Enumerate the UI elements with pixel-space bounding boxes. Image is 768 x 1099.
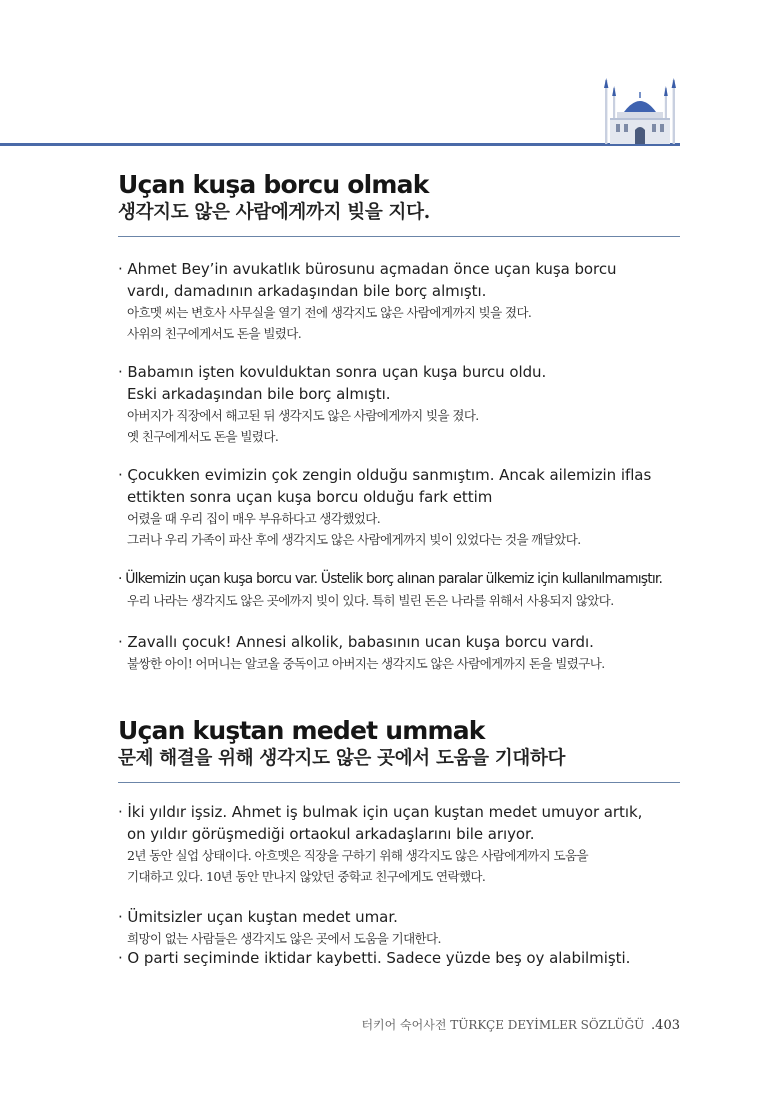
- example-entry: [118, 361, 688, 447]
- example-turkish: Eski arkadaşından bile borç almıştı.: [127, 385, 391, 403]
- example-entry: [118, 258, 688, 344]
- example-korean: 2년 동안 실업 상태이다. 아흐멧은 직장을 구하기 위해 생각지도 않은 사람에게까지 도움을: [127, 848, 588, 863]
- example-entry: [118, 947, 688, 969]
- example-korean: 우리 나라는 생각지도 않은 곳에까지 빚이 있다. 특히 빌린 돈은 나라를 위해서 사용되지 않았다.: [127, 593, 614, 608]
- example-korean: 사위의 친구에게서도 돈을 빌렸다.: [127, 326, 302, 341]
- page-number: .403: [651, 1018, 680, 1033]
- idiom-section: [118, 716, 680, 783]
- example-korean: 불쌍한 아이! 어머니는 알코올 중독이고 아버지는 생각지도 않은 사람에게까지 돈을 빌렸구나.: [127, 656, 605, 671]
- idiom-section: [118, 170, 680, 237]
- section-divider: [118, 782, 680, 783]
- example-korean: 어렸을 때 우리 집이 매우 부유하다고 생각했었다.: [127, 511, 381, 526]
- example-korean: 옛 친구에게서도 돈을 빌렸다.: [127, 429, 279, 444]
- example-korean: 아버지가 직장에서 해고된 뒤 생각지도 않은 사람에게까지 빚을 졌다.: [127, 408, 479, 423]
- example-korean: 희망이 없는 사람들은 생각지도 않은 곳에서 도움을 기대한다.: [127, 931, 441, 946]
- example-turkish: · Babamın işten kovulduktan sonra uçan kuşa burcu oldu.: [118, 363, 547, 381]
- example-turkish: · O parti seçiminde iktidar kaybetti. Sadece yüzde beş oy alabilmişti.: [118, 949, 631, 967]
- example-turkish: · Zavallı çocuk! Annesi alkolik, babasının ucan kuşa borcu vardı.: [118, 633, 594, 651]
- example-entry: [118, 464, 688, 550]
- page-footer: [361, 1016, 680, 1033]
- idiom-title: Uçan kuştan medet ummak: [118, 716, 485, 745]
- book-title: 터키어 숙어사전 TÜRKÇE DEYİMLER SÖZLÜĞÜ: [361, 1018, 645, 1032]
- idiom-title: Uçan kuşa borcu olmak: [118, 170, 429, 199]
- example-entry: [118, 906, 688, 949]
- example-korean: 그러나 우리 가족이 파산 후에 생각지도 않은 사람에게까지 빚이 있었다는 것을 깨달았다.: [127, 532, 581, 547]
- example-entry: [118, 568, 688, 611]
- example-turkish: · Ahmet Bey’in avukatlık bürosunu açmadan önce uçan kuşa borcu: [118, 260, 617, 278]
- mosque-illustration-icon: [598, 78, 682, 144]
- example-turkish: · Ümitsizler uçan kuştan medet umar.: [118, 908, 398, 926]
- example-korean: 기대하고 있다. 10년 동안 만나지 않았던 중학교 친구에게도 연락했다.: [127, 869, 486, 884]
- example-entry: [118, 801, 688, 887]
- example-turkish: · İki yıldır işsiz. Ahmet iş bulmak için uçan kuştan medet umuyor artık,: [118, 803, 643, 821]
- example-turkish: · Çocukken evimizin çok zengin olduğu sanmıştım. Ancak ailemizin iflas: [118, 466, 652, 484]
- idiom-meaning: 문제 해결을 위해 생각지도 않은 곳에서 도움을 기대하다: [118, 748, 566, 769]
- example-turkish: vardı, damadının arkadaşından bile borç almıştı.: [127, 282, 487, 300]
- example-turkish: · Ülkemizin uçan kuşa borcu var. Üstelik borç alınan paralar ülkemiz için kullanılmamıştır.: [118, 571, 663, 587]
- example-korean: 아흐멧 씨는 변호사 사무실을 열기 전에 생각지도 않은 사람에게까지 빚을 졌다.: [127, 305, 532, 320]
- example-entry: [118, 631, 688, 674]
- header-rule: [0, 143, 680, 146]
- section-divider: [118, 236, 680, 237]
- example-turkish: ettikten sonra uçan kuşa borcu olduğu fark ettim: [127, 488, 493, 506]
- example-turkish: on yıldır görüşmediği ortaokul arkadaşlarını bile arıyor.: [127, 825, 535, 843]
- idiom-meaning: 생각지도 않은 사람에게까지 빚을 지다.: [118, 202, 430, 223]
